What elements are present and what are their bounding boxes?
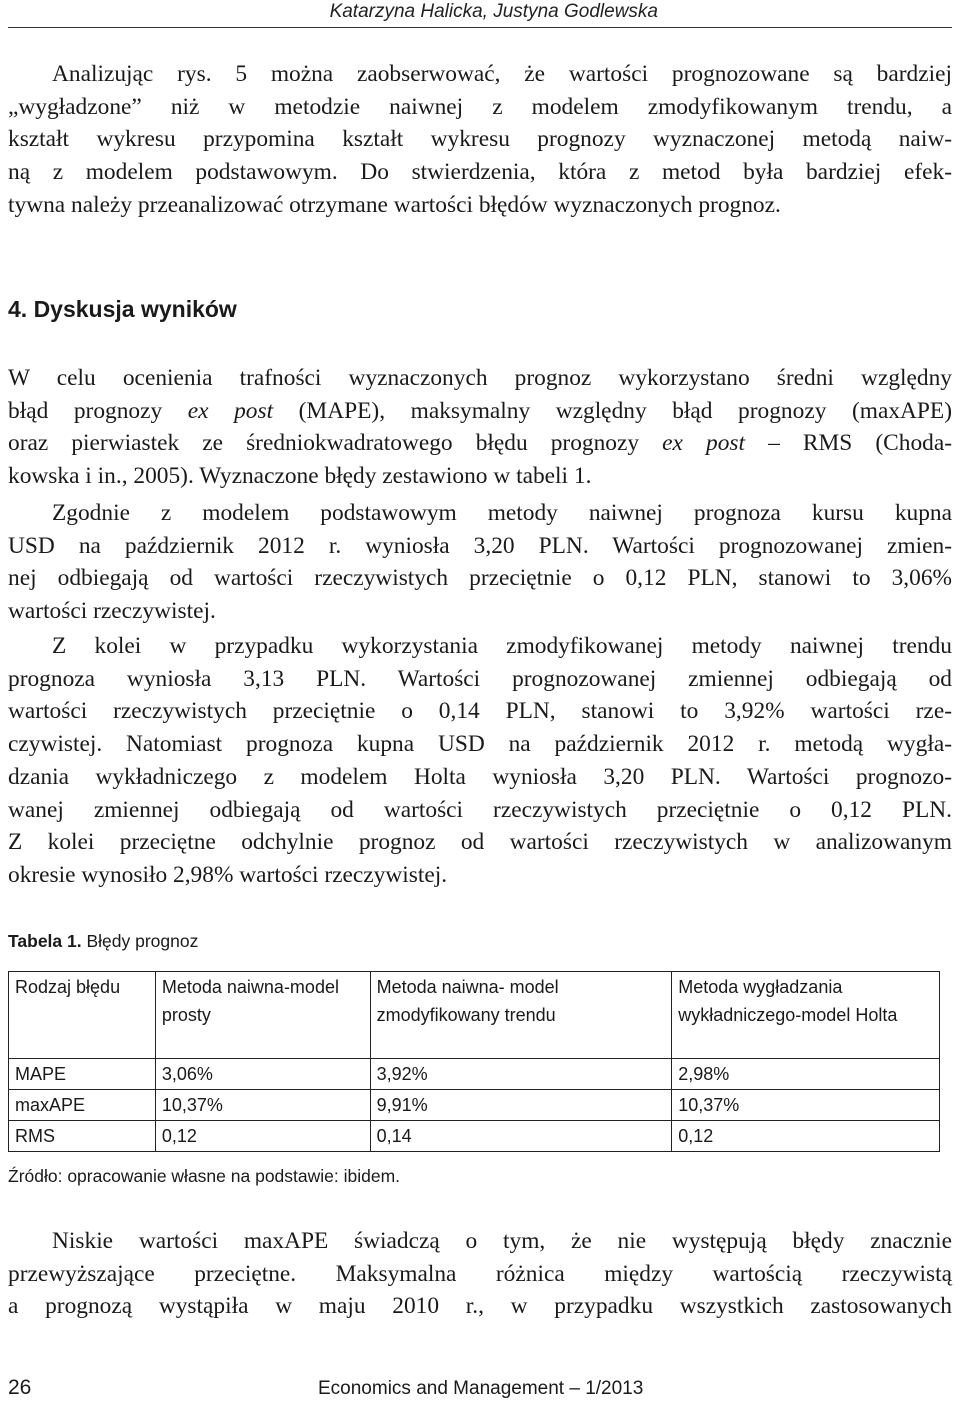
table-cell: 3,06% [155, 1059, 370, 1090]
text-line: nej odbiegają od wartości rzeczywistych przeciętnie o 0,12 PLN, stanowi to 3,06% [8, 565, 952, 592]
table-cell: 9,91% [370, 1090, 672, 1121]
text-line: dzania wykładniczego z modelem Holta wyniosła 3,20 PLN. Wartości prognozo- [8, 763, 952, 790]
table-cell: 0,12 [155, 1121, 370, 1152]
text-line: przewyższające przeciętne. Maksymalna różnica między wartością rzeczywistą [8, 1260, 952, 1287]
italic-term: ex post [662, 430, 746, 457]
text-line: Zgodnie z modelem podstawowym metody naiwnej prognoza kursu kupna [52, 500, 952, 526]
table-row [9, 1121, 940, 1152]
table-header-cell: Metoda naiwna- model zmodyfikowany trendu [370, 972, 672, 1059]
intro-paragraph [8, 58, 952, 222]
table-caption-label: Tabela 1. [8, 931, 82, 951]
table-cell: 0,12 [672, 1121, 940, 1152]
text-line: Analizując rys. 5 można zaobserwować, że wartości prognozowane są bardziej [52, 61, 952, 87]
table-row [9, 1090, 940, 1121]
text-line: wartości rzeczywistej. [8, 598, 216, 625]
italic-term: ex post [187, 397, 274, 424]
text-line: kształt wykresu przypomina kształt wykresu prognozy wyznaczonej metodą naiw- [8, 126, 952, 153]
text-line: Niskie wartości maxAPE świadczą o tym, że nie występują błędy znacznie [52, 1228, 952, 1254]
text-line: czywistej. Natomiast prognoza kupna USD na październik 2012 r. metodą wygła- [8, 731, 952, 758]
text-line: okresie wynosiło 2,98% wartości rzeczywistej. [8, 861, 448, 888]
table-cell: RMS [9, 1121, 156, 1152]
text-line: tywna należy przeanalizować otrzymane wartości błędów wyznaczonych prognoz. [8, 191, 781, 218]
discussion-paragraph-1 [8, 362, 952, 493]
table-header-cell: Rodzaj błędu [9, 972, 156, 1059]
text-line: a prognozą wystąpiła w maju 2010 r., w przypadku wszystkich zastosowanych [8, 1293, 952, 1320]
table-cell: 10,37% [672, 1090, 940, 1121]
text-line: wanej zmiennej odbiegają od wartości rzeczywistych przeciętnie o 0,12 PLN. [8, 796, 952, 823]
page-number: 26 [8, 1376, 32, 1399]
text-line: ną z modelem podstawowym. Do stwierdzenia, która z metod była bardziej efek- [8, 159, 952, 186]
header-rule [8, 27, 952, 28]
table-caption-text: Błędy prognoz [81, 931, 199, 951]
table-cell: 2,98% [672, 1059, 940, 1090]
table-cell: MAPE [9, 1059, 156, 1090]
section-heading: 4. Dyskusja wyników [8, 296, 237, 322]
table-header-row [9, 972, 940, 1059]
text-line: USD na październik 2012 r. wyniosła 3,20 PLN. Wartości prognozowanej zmien- [8, 532, 952, 559]
table-caption [8, 929, 198, 953]
text-line: prognoza wyniosła 3,13 PLN. Wartości prognozowanej zmiennej odbiegają od [8, 665, 952, 692]
journal-footer: Economics and Management – 1/2013 [318, 1378, 644, 1399]
table-cell: maxAPE [9, 1090, 156, 1121]
table-source-note: Źródło: opracowanie własne na podstawie: ibidem. [8, 1166, 401, 1186]
text-line: oraz pierwiastek ze średniokwadratowego błędu prognozy ex post – RMS (Choda- [8, 430, 953, 457]
closing-paragraph [8, 1225, 952, 1323]
text-line: wartości rzeczywistych przeciętnie o 0,14 PLN, stanowi to 3,92% wartości rze- [8, 698, 952, 725]
running-head-authors: Katarzyna Halicka, Justyna Godlewska [329, 1, 658, 22]
text-line: W celu ocenienia trafności wyznaczonych prognoz wykorzystano średni względny [8, 365, 952, 391]
table-cell: 10,37% [155, 1090, 370, 1121]
forecast-errors-table [8, 971, 940, 1152]
text-line: kowska i in., 2005). Wyznaczone błędy zestawiono w tabeli 1. [8, 463, 592, 490]
text-line: błąd prognozy ex post (MAPE), maksymalny względny błąd prognozy (maxAPE) [8, 397, 953, 424]
table-header-cell: Metoda wygładzania wykładniczego-model Holta [672, 972, 940, 1059]
discussion-paragraph-2 [8, 497, 952, 628]
table-header-cell: Metoda naiwna-model prosty [155, 972, 370, 1059]
text-line: Z kolei w przypadku wykorzystania zmodyfikowanej metody naiwnej trendu [52, 633, 952, 659]
discussion-paragraph-3 [8, 630, 952, 892]
table-cell: 0,14 [370, 1121, 672, 1152]
table-row [9, 1059, 940, 1090]
text-line: Z kolei przeciętne odchylnie prognoz od wartości rzeczywistych w analizowanym [8, 829, 952, 856]
table-cell: 3,92% [370, 1059, 672, 1090]
text-line: „wygładzone” niż w metodzie naiwnej z modelem zmodyfikowanym trendu, a [8, 93, 952, 120]
